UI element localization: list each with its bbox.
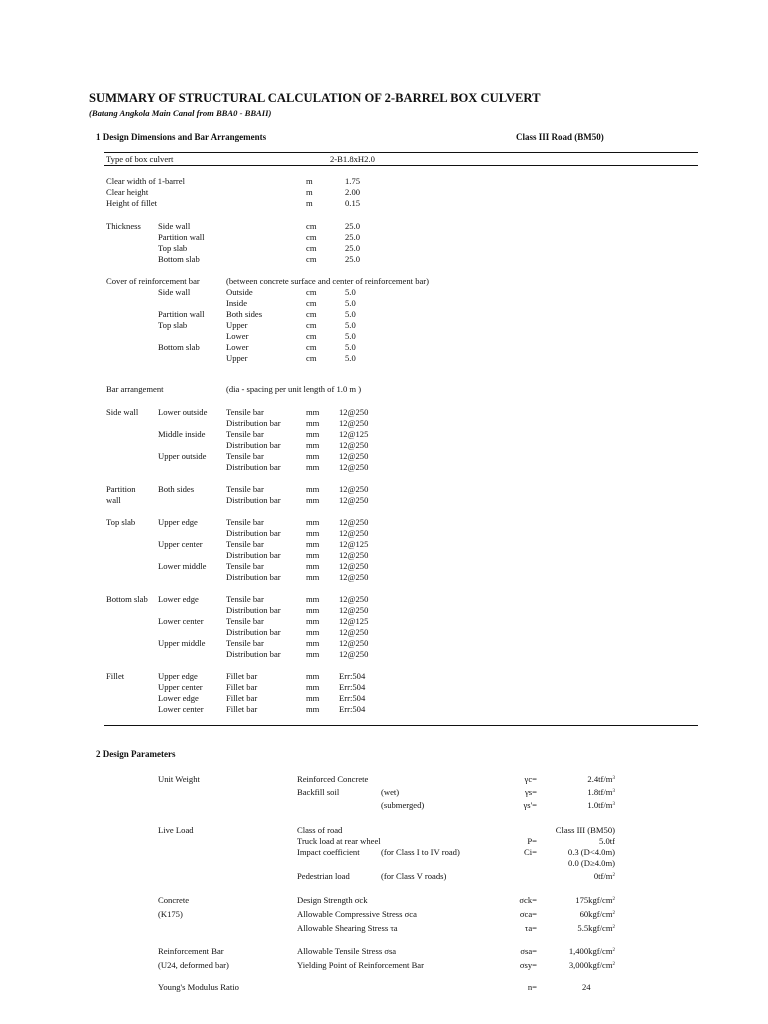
param-value-number: 1.0 (587, 800, 599, 810)
section-2-heading: 2 Design Parameters (96, 749, 176, 759)
bar-unit: mm (306, 605, 320, 615)
bar-type: Tensile bar (226, 429, 264, 439)
param-value-exponent: 2 (612, 925, 615, 930)
clear-value: 1.75 (345, 176, 361, 186)
param-value-unit: kgf/cm (588, 895, 613, 905)
param-symbol: τa= (524, 923, 537, 933)
bar-unit: mm (306, 517, 320, 527)
param-symbol: n= (527, 982, 537, 992)
param-value-number: 1,400 (568, 946, 589, 956)
cover-note: (between concrete surface and center of reinforcement bar) (226, 276, 430, 286)
param-value-number: 1.8 (587, 787, 599, 797)
param-symbol: P= (527, 836, 537, 846)
bar-value: Err:504 (339, 682, 366, 692)
bar-type: Tensile bar (226, 539, 264, 549)
bar-position: Both sides (158, 484, 195, 494)
thickness-unit: cm (306, 221, 317, 231)
param-value (545, 895, 615, 906)
thickness-value: 25.0 (345, 221, 361, 231)
param-value (545, 825, 615, 836)
bar-unit: mm (306, 649, 320, 659)
param-name: Backfill soil (297, 787, 340, 797)
bar-unit: mm (306, 572, 320, 582)
bar-value: 12@125 (339, 616, 369, 626)
param-name: Allowable Tensile Stress σsa (297, 946, 397, 956)
bar-type: Distribution bar (226, 627, 281, 637)
param-value-exponent: 3 (612, 789, 615, 794)
unit-weight-label: Unit Weight (158, 774, 200, 784)
cover-member: Partition wall (158, 309, 205, 319)
bar-unit: mm (306, 451, 320, 461)
cover-value: 5.0 (345, 298, 356, 308)
bar-value: 12@250 (339, 440, 369, 450)
param-symbol: γs= (525, 787, 537, 797)
bar-arrangement-label: Bar arrangement (106, 384, 164, 394)
bar-position: Lower middle (158, 561, 207, 571)
bar-unit: mm (306, 638, 320, 648)
bar-unit: mm (306, 693, 320, 703)
cover-unit: cm (306, 353, 317, 363)
param-value-number: 3,000 (568, 960, 589, 970)
bar-value: 12@250 (339, 649, 369, 659)
bar-unit: mm (306, 671, 320, 681)
bar-position: Lower center (158, 704, 204, 714)
bar-unit: mm (306, 429, 320, 439)
cover-value: 5.0 (345, 287, 356, 297)
cover-unit: cm (306, 309, 317, 319)
thickness-item: Top slab (158, 243, 188, 253)
param-name: Pedestrian load (297, 871, 350, 881)
param-value (545, 800, 615, 811)
bar-unit: mm (306, 495, 320, 505)
bar-group-member: Side wall (106, 407, 139, 417)
bar-position: Upper center (158, 539, 203, 549)
cover-face: Lower (226, 331, 249, 341)
param-value-number: 5.0 (599, 836, 610, 846)
page-subtitle: (Batang Angkola Main Canal from BBA0 - BBAII) (89, 108, 272, 118)
param-value-number: 175 (575, 895, 589, 905)
param-value-number: Class III (BM50) (555, 825, 615, 835)
cover-unit: cm (306, 342, 317, 352)
bar-group-member: Top slab (106, 517, 136, 527)
bar-value: 12@250 (339, 561, 369, 571)
bar-group-member: Bottom slab (106, 594, 148, 604)
bar-value: 12@250 (339, 605, 369, 615)
concrete-label: Concrete (158, 895, 190, 905)
bar-position: Middle inside (158, 429, 206, 439)
bar-position: Upper edge (158, 671, 198, 681)
param-value-exponent: 2 (612, 948, 615, 953)
thickness-value: 25.0 (345, 254, 361, 264)
thickness-value: 25.0 (345, 243, 361, 253)
param-name: Allowable Compressive Stress σca (297, 909, 417, 919)
bar-type: Fillet bar (226, 704, 258, 714)
bar-value: 12@250 (339, 418, 369, 428)
clear-label: Clear width of 1-barrel (106, 176, 185, 186)
bar-value: Err:504 (339, 693, 366, 703)
param-value-unit: tf/m (598, 774, 613, 784)
concrete-grade: (K175) (158, 909, 183, 919)
cover-unit: cm (306, 320, 317, 330)
param-value-number: 2.4 (587, 774, 599, 784)
cover-label: Cover of reinforcement bar (106, 276, 200, 286)
bar-type: Distribution bar (226, 649, 281, 659)
clear-value: 0.15 (345, 198, 361, 208)
bar-type: Distribution bar (226, 440, 281, 450)
clear-unit: m (306, 176, 313, 186)
param-value (545, 836, 615, 847)
bar-unit: mm (306, 407, 320, 417)
param-value (545, 946, 615, 957)
param-value (545, 960, 615, 971)
bar-type: Fillet bar (226, 671, 258, 681)
bar-position: Lower outside (158, 407, 208, 417)
param-value-unit: tf/m (598, 787, 613, 797)
cover-face: Lower (226, 342, 249, 352)
param-value-exponent: 3 (612, 776, 615, 781)
type-rule (104, 165, 698, 166)
bar-unit: mm (306, 539, 320, 549)
cover-face: Upper (226, 353, 248, 363)
bar-value: 12@125 (339, 429, 369, 439)
bar-value: 12@250 (339, 550, 369, 560)
param-value-number: 0.0 (D≥4.0m) (568, 858, 615, 868)
param-value-exponent: 2 (612, 897, 615, 902)
param-value-unit: kgf/cm (588, 960, 613, 970)
param-value-unit: kgf/cm (588, 909, 613, 919)
bar-type: Tensile bar (226, 517, 264, 527)
bar-value: 12@250 (339, 462, 369, 472)
type-value: 2-B1.8xH2.0 (330, 154, 375, 164)
bar-group-member: Partition (106, 484, 136, 494)
thickness-item: Side wall (158, 221, 191, 231)
clear-unit: m (306, 187, 313, 197)
bar-type: Fillet bar (226, 693, 258, 703)
param-name: Design Strength σck (297, 895, 368, 905)
bar-type: Fillet bar (226, 682, 258, 692)
bar-value: 12@250 (339, 594, 369, 604)
param-value (545, 774, 615, 785)
param-condition: (for Class I to IV road) (381, 847, 460, 857)
param-value (545, 858, 615, 869)
bar-value: 12@250 (339, 638, 369, 648)
param-value (545, 923, 615, 934)
clear-label: Clear height (106, 187, 149, 197)
bar-value: Err:504 (339, 704, 366, 714)
cover-value: 5.0 (345, 320, 356, 330)
cover-member: Bottom slab (158, 342, 200, 352)
bar-value: 12@250 (339, 627, 369, 637)
bar-unit: mm (306, 550, 320, 560)
param-value-exponent: 3 (612, 802, 615, 807)
bar-unit: mm (306, 440, 320, 450)
bar-unit: mm (306, 462, 320, 472)
bar-type: Distribution bar (226, 528, 281, 538)
param-symbol: Ci= (524, 847, 537, 857)
param-value-number: 60 (579, 909, 589, 919)
param-value-number: 0 (593, 871, 599, 881)
section-1-end-rule (104, 725, 698, 726)
bar-type: Tensile bar (226, 594, 264, 604)
bar-position: Upper outside (158, 451, 207, 461)
param-value (545, 871, 615, 882)
cover-member: Top slab (158, 320, 188, 330)
bar-unit: mm (306, 682, 320, 692)
thickness-unit: cm (306, 254, 317, 264)
bar-type: Tensile bar (226, 638, 264, 648)
thickness-label: Thickness (106, 221, 141, 231)
param-condition: (submerged) (381, 800, 425, 810)
bar-value: 12@250 (339, 495, 369, 505)
bar-type: Distribution bar (226, 550, 281, 560)
param-value-number: 5.5 (577, 923, 589, 933)
param-condition: (for Class V roads) (381, 871, 447, 881)
param-symbol: σca= (519, 909, 537, 919)
cover-face: Both sides (226, 309, 263, 319)
clear-value: 2.00 (345, 187, 361, 197)
param-name: Yielding Point of Reinforcement Bar (297, 960, 424, 970)
param-value (545, 787, 615, 798)
clear-label: Height of fillet (106, 198, 158, 208)
cover-value: 5.0 (345, 342, 356, 352)
page-title: SUMMARY OF STRUCTURAL CALCULATION OF 2-BARREL BOX CULVERT (89, 91, 541, 105)
bar-type: Tensile bar (226, 407, 264, 417)
param-name: Truck load at rear wheel (297, 836, 381, 846)
thickness-item: Bottom slab (158, 254, 200, 264)
param-value-unit: tf (609, 836, 615, 846)
bar-position: Lower edge (158, 693, 199, 703)
bar-unit: mm (306, 594, 320, 604)
bar-value: 12@250 (339, 572, 369, 582)
param-name: Impact coefficient (297, 847, 360, 857)
cover-face: Upper (226, 320, 248, 330)
param-symbol: σsy= (519, 960, 537, 970)
param-symbol: σsa= (520, 946, 537, 956)
thickness-item: Partition wall (158, 232, 205, 242)
bar-type: Distribution bar (226, 462, 281, 472)
cover-value: 5.0 (345, 353, 356, 363)
cover-unit: cm (306, 298, 317, 308)
param-value-exponent: 2 (612, 962, 615, 967)
bar-type: Distribution bar (226, 495, 281, 505)
modulus-label: Young's Modulus Ratio (158, 982, 239, 992)
top-rule (104, 152, 698, 153)
bar-position: Upper edge (158, 517, 198, 527)
bar-unit: mm (306, 704, 320, 714)
cover-value: 5.0 (345, 331, 356, 341)
bar-type: Distribution bar (226, 418, 281, 428)
thickness-value: 25.0 (345, 232, 361, 242)
param-value-unit: tf/m (598, 800, 613, 810)
clear-unit: m (306, 198, 313, 208)
bar-unit: mm (306, 484, 320, 494)
param-value-number: 0.3 (D<4.0m) (567, 847, 615, 857)
bar-value: 12@250 (339, 484, 369, 494)
param-value-exponent: 2 (612, 873, 615, 878)
bar-type: Distribution bar (226, 572, 281, 582)
thickness-unit: cm (306, 232, 317, 242)
bar-type: Tensile bar (226, 451, 264, 461)
road-class-heading: Class III Road (BM50) (516, 132, 604, 142)
param-value-unit: kgf/cm (588, 923, 613, 933)
rebar-grade: (U24, deformed bar) (158, 960, 229, 970)
cover-unit: cm (306, 287, 317, 297)
section-1-heading: 1 Design Dimensions and Bar Arrangements (96, 132, 267, 142)
param-symbol: σck= (519, 895, 537, 905)
param-value (545, 847, 615, 858)
type-label: Type of box culvert (106, 154, 174, 164)
bar-value: 12@250 (339, 451, 369, 461)
bar-unit: mm (306, 418, 320, 428)
bar-type: Tensile bar (226, 616, 264, 626)
bar-value: Err:504 (339, 671, 366, 681)
bar-position: Lower center (158, 616, 204, 626)
param-value-unit: kgf/cm (588, 946, 613, 956)
param-name: Class of road (297, 825, 343, 835)
param-value-exponent: 2 (612, 911, 615, 916)
bar-arrangement-note: (dia - spacing per unit length of 1.0 m ) (226, 384, 362, 394)
bar-type: Tensile bar (226, 484, 264, 494)
bar-value: 12@250 (339, 517, 369, 527)
param-symbol: γs'= (523, 800, 537, 810)
bar-value: 12@250 (339, 528, 369, 538)
bar-value: 12@250 (339, 407, 369, 417)
bar-position: Upper center (158, 682, 203, 692)
bar-group-member-line2: wall (106, 495, 121, 505)
param-symbol: γc= (524, 774, 537, 784)
bar-group-member: Fillet (106, 671, 125, 681)
cover-unit: cm (306, 331, 317, 341)
live-load-label: Live Load (158, 825, 194, 835)
bar-type: Distribution bar (226, 605, 281, 615)
cover-face: Inside (226, 298, 248, 308)
modulus-value: 24 (582, 982, 591, 992)
cover-face: Outside (226, 287, 253, 297)
bar-unit: mm (306, 561, 320, 571)
bar-unit: mm (306, 616, 320, 626)
bar-unit: mm (306, 528, 320, 538)
param-value-unit: tf/m (598, 871, 613, 881)
bar-type: Tensile bar (226, 561, 264, 571)
cover-member: Side wall (158, 287, 191, 297)
param-value (545, 909, 615, 920)
thickness-unit: cm (306, 243, 317, 253)
cover-value: 5.0 (345, 309, 356, 319)
param-name: Allowable Shearing Stress τa (297, 923, 398, 933)
bar-position: Lower edge (158, 594, 199, 604)
bar-unit: mm (306, 627, 320, 637)
param-condition: (wet) (381, 787, 400, 797)
param-name: Reinforced Concrete (297, 774, 369, 784)
bar-value: 12@125 (339, 539, 369, 549)
rebar-label: Reinforcement Bar (158, 946, 224, 956)
bar-position: Upper middle (158, 638, 206, 648)
